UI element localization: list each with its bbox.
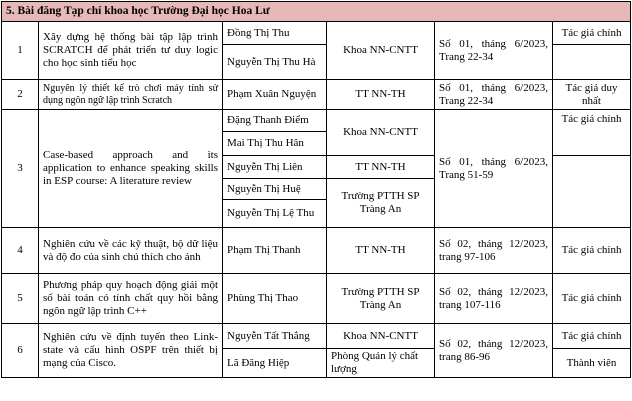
- article-title: Phương pháp quy hoạch động giải một số bài toán có tính chất quy hồi bằng ngôn ngữ lập trình C++: [39, 274, 223, 324]
- author-name: Đồng Thị Thu: [223, 22, 327, 45]
- author-role: [553, 156, 631, 228]
- table-row: [2, 228, 631, 274]
- author-role: Tác giả duy nhất: [553, 80, 631, 110]
- author-unit: Trường PTTH SP Tràng An: [327, 274, 435, 324]
- article-title: Case-based approach and its application to enhance speaking skills in ESP course: A literature review: [39, 110, 223, 228]
- article-title: Nghiên cứu về định tuyến theo Link-state và cấu hình OSPF trên thiết bị mạng của Cisco.: [39, 324, 223, 378]
- author-name: Nguyễn Thị Liên: [223, 156, 327, 179]
- author-name: Đặng Thanh Điểm: [223, 110, 327, 132]
- row-number: 3: [2, 110, 39, 228]
- row-number: 5: [2, 274, 39, 324]
- row-number: 2: [2, 80, 39, 110]
- section-title: 5. Bài đăng Tạp chí khoa học Trường Đại học Hoa Lư: [2, 2, 631, 22]
- author-unit: Khoa NN-CNTT: [327, 110, 435, 156]
- row-number: 6: [2, 324, 39, 378]
- author-unit: TT NN-TH: [327, 80, 435, 110]
- publication-info: Số 01, tháng 6/2023, Trang 51-59: [435, 110, 553, 228]
- author-name: Phùng Thị Thao: [223, 274, 327, 324]
- author-role: Tác giả chính: [553, 274, 631, 324]
- author-name: Nguyễn Thị Thu Hà: [223, 45, 327, 80]
- author-name: Mai Thị Thu Hân: [223, 132, 327, 156]
- section-header-row: [2, 2, 631, 22]
- author-unit: TT NN-TH: [327, 228, 435, 274]
- author-role: Tác giả chính: [553, 22, 631, 45]
- author-name: Phạm Xuân Nguyện: [223, 80, 327, 110]
- author-role: Tác giả chính: [553, 324, 631, 349]
- publications-table: [1, 1, 631, 378]
- article-title: Nguyên lý thiết kế trò chơi máy tính sử dụng ngôn ngữ lập trình Scratch: [39, 80, 223, 110]
- publication-info: Số 02, tháng 12/2023, trang 107-116: [435, 274, 553, 324]
- author-unit: Khoa NN-CNTT: [327, 324, 435, 349]
- table-row: [2, 324, 631, 349]
- table-row: [2, 22, 631, 45]
- author-role: [553, 45, 631, 80]
- author-name: Phạm Thị Thanh: [223, 228, 327, 274]
- author-name: Nguyễn Thị Lệ Thu: [223, 200, 327, 228]
- author-name: Nguyễn Tất Thắng: [223, 324, 327, 349]
- author-unit: Phòng Quản lý chất lượng: [327, 349, 435, 378]
- publication-info: Số 01, tháng 6/2023, Trang 22-34: [435, 22, 553, 80]
- row-number: 4: [2, 228, 39, 274]
- row-number: 1: [2, 22, 39, 80]
- author-name: Nguyễn Thị Huệ: [223, 179, 327, 200]
- table-row: [2, 80, 631, 110]
- publication-info: Số 02, tháng 12/2023, trang 97-106: [435, 228, 553, 274]
- author-role: Tác giả chính: [553, 110, 631, 156]
- table-row: [2, 274, 631, 324]
- publication-info: Số 02, tháng 12/2023, trang 86-96: [435, 324, 553, 378]
- author-role: Tác giả chính: [553, 228, 631, 274]
- article-title: Xây dựng hệ thống bài tập lập trình SCRATCH để phát triển tư duy logic cho học sinh tiểu học: [39, 22, 223, 80]
- author-unit: Trường PTTH SP Tràng An: [327, 179, 435, 228]
- author-unit: TT NN-TH: [327, 156, 435, 179]
- author-unit: Khoa NN-CNTT: [327, 22, 435, 80]
- article-title: Nghiên cứu về các kỹ thuật, bộ dữ liệu và độ đo của sinh chú thích cho ảnh: [39, 228, 223, 274]
- author-name: Lã Đăng Hiệp: [223, 349, 327, 378]
- table-row: [2, 110, 631, 132]
- author-role: Thành viên: [553, 349, 631, 378]
- publication-info: Số 01, tháng 6/2023, Trang 22-34: [435, 80, 553, 110]
